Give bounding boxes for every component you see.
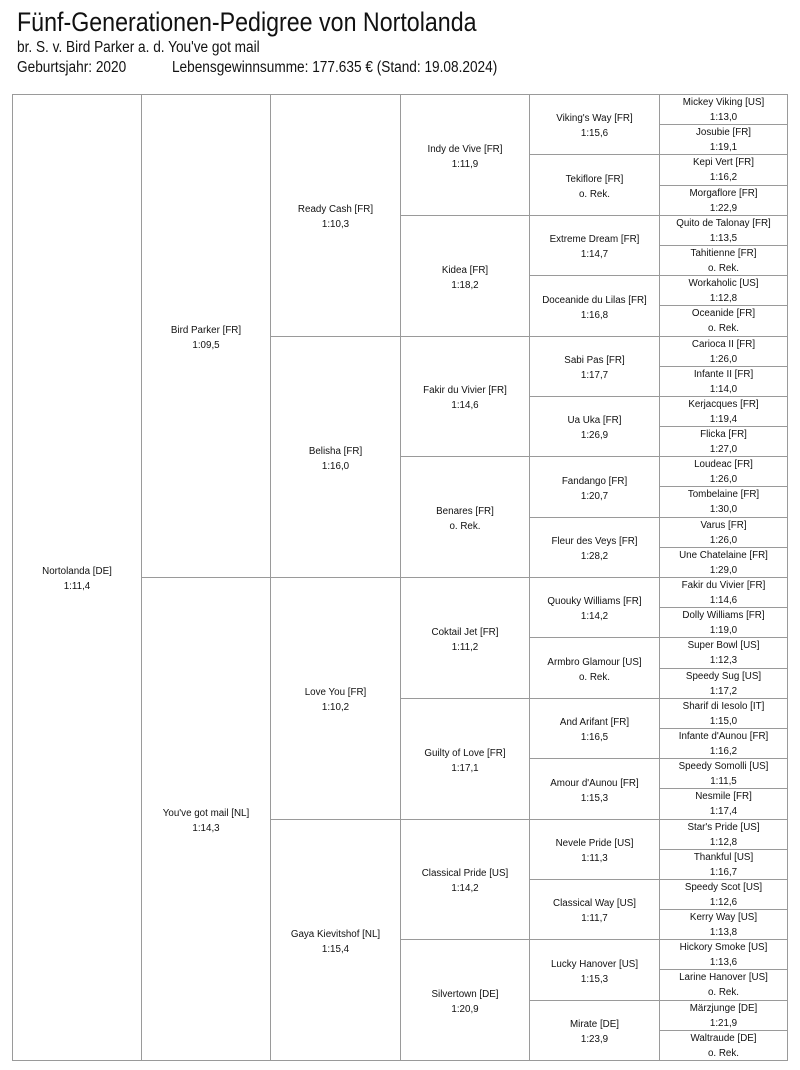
pedigree-cell-gen3 <box>270 819 401 1061</box>
horse-record-time: 1:15,6 <box>580 128 609 139</box>
horse-name: Varus [FR] <box>700 520 747 531</box>
horse-name: Lucky Hanover [US] <box>550 959 639 970</box>
pedigree-cell-gen5 <box>529 819 660 880</box>
horse-name: Ready Cash [FR] <box>297 204 374 215</box>
horse-record-time: 1:17,2 <box>709 686 738 697</box>
horse-name: Infante II [FR] <box>693 369 754 380</box>
horse-record-time: 1:28,2 <box>580 551 609 562</box>
pedigree-cell-gen6 <box>659 788 788 820</box>
pedigree-cell-gen5 <box>529 275 660 337</box>
horse-record-time: 1:11,9 <box>451 159 479 170</box>
horse-record-time: 1:10,2 <box>321 702 350 713</box>
pedigree-cell-gen4 <box>400 698 530 820</box>
pedigree-cell-gen6 <box>659 94 788 125</box>
horse-name: Bird Parker [FR] <box>170 325 242 336</box>
horse-record-time: 1:20,7 <box>580 491 609 502</box>
horse-stats <box>17 58 695 78</box>
horse-record-time: o. Rek. <box>707 987 740 998</box>
horse-record-time: 1:11,4 <box>63 581 91 592</box>
horse-name: Oceanide [FR] <box>691 308 756 319</box>
pedigree-cell-gen6 <box>659 275 788 306</box>
pedigree-cell-gen5 <box>529 577 660 638</box>
pedigree-cell-gen5 <box>529 215 660 276</box>
pedigree-cell-gen4 <box>400 336 530 457</box>
horse-record-time: 1:14,6 <box>451 400 479 411</box>
horse-name: Kepi Vert [FR] <box>693 157 754 168</box>
horse-name: Loudeac [FR] <box>694 459 753 470</box>
horse-name: Nevele Pride [US] <box>555 838 634 849</box>
horse-record-time: 1:14,7 <box>580 249 609 260</box>
pedigree-cell-gen6 <box>659 728 788 759</box>
pedigree-cell-gen4 <box>400 577 530 699</box>
horse-name: Benares [FR] <box>436 506 494 517</box>
horse-record-time: 1:29,0 <box>709 565 738 576</box>
horse-name: Coktail Jet [FR] <box>431 627 499 638</box>
birth-year: Geburtsjahr: 2020 <box>17 59 127 76</box>
pedigree-cell-gen4 <box>400 215 530 337</box>
horse-record-time: 1:30,0 <box>709 504 738 515</box>
horse-record-time: 1:21,9 <box>709 1018 738 1029</box>
horse-record-time: 1:14,0 <box>709 384 738 395</box>
pedigree-cell-gen2 <box>141 577 271 1061</box>
pedigree-cell-gen5 <box>529 879 660 940</box>
pedigree-cell-gen6 <box>659 124 788 155</box>
horse-name: Belisha [FR] <box>308 446 363 457</box>
pedigree-cell-gen6 <box>659 969 788 1001</box>
horse-record-time: 1:12,6 <box>709 897 738 908</box>
pedigree-cell-gen5 <box>529 939 660 1001</box>
pedigree-cell-gen5 <box>529 698 660 759</box>
pedigree-cell-gen5 <box>529 456 660 518</box>
horse-name: Kerry Way [US] <box>689 912 758 923</box>
horse-record-time: 1:13,0 <box>709 112 738 123</box>
pedigree-cell-gen6 <box>659 185 788 216</box>
horse-record-time: 1:16,0 <box>321 461 350 472</box>
horse-name: Speedy Scot [US] <box>684 882 763 893</box>
horse-record-time: 1:18,2 <box>451 280 479 291</box>
horse-name: Workaholic [US] <box>688 278 759 289</box>
horse-record-time: o. Rek. <box>578 672 611 683</box>
pedigree-cell-gen5 <box>529 1000 660 1061</box>
horse-record-time: 1:12,3 <box>709 655 738 666</box>
page-title: Fünf-Generationen-Pedigree von Nortolanda <box>17 7 477 37</box>
horse-record-time: 1:12,8 <box>709 293 738 304</box>
pedigree-cell-gen5 <box>529 396 660 457</box>
horse-record-time: 1:12,8 <box>709 837 738 848</box>
horse-name: Guilty of Love [FR] <box>424 748 506 759</box>
horse-name: Tombelaine [FR] <box>687 489 760 500</box>
pedigree-cell-gen6 <box>659 698 788 729</box>
pedigree-cell-gen6 <box>659 879 788 910</box>
horse-record-time: 1:20,9 <box>451 1004 479 1015</box>
horse-name: Gaya Kievitshof [NL] <box>290 929 381 940</box>
pedigree-cell-gen2 <box>141 94 271 578</box>
horse-name: Ua Uka [FR] <box>567 415 622 426</box>
pedigree-table <box>12 94 787 1060</box>
horse-name: Star's Pride [US] <box>687 822 760 833</box>
horse-record-time: 1:15,4 <box>321 944 350 955</box>
horse-name: Dolly Williams [FR] <box>682 610 765 621</box>
horse-record-time: o. Rek. <box>449 521 481 532</box>
horse-name: Fakir du Vivier [FR] <box>681 580 766 591</box>
horse-name: Silvertown [DE] <box>431 989 499 1000</box>
pedigree-cell-gen5 <box>529 637 660 699</box>
pedigree-cell-gen6 <box>659 758 788 789</box>
pedigree-cell-gen6 <box>659 909 788 940</box>
horse-name: Tekiflore [FR] <box>565 174 624 185</box>
pedigree-cell-gen6 <box>659 939 788 970</box>
horse-name: And Arifant [FR] <box>559 717 630 728</box>
lifetime-earnings: Lebensgewinnsumme: 177.635 € (Stand: 19.08.2024) <box>171 59 498 76</box>
page-subtitle: br. S. v. Bird Parker a. d. You've got mail <box>17 39 260 56</box>
horse-name: Mirate [DE] <box>570 1019 619 1030</box>
pedigree-cell-gen6 <box>659 1030 788 1061</box>
horse-name: Nesmile [FR] <box>695 791 752 802</box>
horse-record-time: 1:11,5 <box>710 776 737 787</box>
horse-record-time: 1:13,8 <box>709 927 738 938</box>
horse-record-time: 1:16,8 <box>580 310 609 321</box>
horse-name: Infante d'Aunou [FR] <box>678 731 769 742</box>
horse-record-time: 1:16,7 <box>709 867 738 878</box>
pedigree-cell-gen6 <box>659 456 788 487</box>
pedigree-cell-gen6 <box>659 426 788 457</box>
horse-name: You've got mail [NL] <box>162 808 250 819</box>
horse-record-time: 1:14,6 <box>709 595 738 606</box>
horse-record-time: 1:14,2 <box>451 883 479 894</box>
horse-record-time: 1:19,1 <box>709 142 738 153</box>
horse-record-time: o. Rek. <box>707 263 740 274</box>
pedigree-cell-gen6 <box>659 547 788 578</box>
pedigree-cell-gen4 <box>400 94 530 216</box>
horse-record-time: 1:26,9 <box>580 430 609 441</box>
horse-record-time: 1:15,0 <box>709 716 738 727</box>
horse-record-time: 1:10,3 <box>321 219 350 230</box>
horse-record-time: 1:23,9 <box>580 1034 609 1045</box>
pedigree-cell-gen5 <box>529 154 660 216</box>
horse-record-time: o. Rek. <box>707 1048 740 1059</box>
pedigree-cell-gen6 <box>659 607 788 638</box>
pedigree-cell-gen6 <box>659 819 788 850</box>
horse-name: Quito de Talonay [FR] <box>676 218 771 229</box>
pedigree-cell-gen6 <box>659 637 788 669</box>
horse-name: Sabi Pas [FR] <box>564 355 625 366</box>
pedigree-cell-gen6 <box>659 305 788 337</box>
horse-record-time: 1:15,3 <box>580 793 609 804</box>
horse-name: Fleur des Veys [FR] <box>551 536 638 547</box>
pedigree-cell-gen6 <box>659 577 788 608</box>
horse-record-time: o. Rek. <box>707 323 740 334</box>
pedigree-cell-gen4 <box>400 456 530 578</box>
horse-record-time: 1:14,3 <box>192 823 220 834</box>
pedigree-cell-gen5 <box>529 758 660 820</box>
horse-name: Doceanide du Lilas [FR] <box>542 295 647 306</box>
pedigree-cell-gen3 <box>270 94 401 337</box>
horse-name: Kerjacques [FR] <box>688 399 759 410</box>
horse-name: Flicka [FR] <box>700 429 747 440</box>
horse-name: Josubie [FR] <box>696 127 751 138</box>
horse-name: Une Chatelaine [FR] <box>679 550 768 561</box>
horse-name: Quouky Williams [FR] <box>547 596 642 607</box>
pedigree-cell-gen6 <box>659 517 788 548</box>
horse-name: Nortolanda [DE] <box>42 566 112 577</box>
horse-name: Fakir du Vivier [FR] <box>423 385 507 396</box>
horse-record-time: 1:27,0 <box>709 444 738 455</box>
horse-record-time: 1:11,2 <box>451 642 479 653</box>
horse-name: Extreme Dream [FR] <box>549 234 640 245</box>
horse-record-time: 1:17,4 <box>709 806 738 817</box>
pedigree-cell-gen6 <box>659 849 788 880</box>
horse-name: Märzjunge [DE] <box>689 1003 758 1014</box>
horse-record-time: o. Rek. <box>578 189 611 200</box>
horse-name: Classical Way [US] <box>553 898 636 909</box>
horse-record-time: 1:17,1 <box>451 763 479 774</box>
horse-name: Speedy Sug [US] <box>685 671 762 682</box>
horse-name: Speedy Somolli [US] <box>678 761 769 772</box>
horse-record-time: 1:16,5 <box>580 732 609 743</box>
pedigree-cell-gen6 <box>659 215 788 246</box>
pedigree-cell-gen6 <box>659 486 788 518</box>
horse-record-time: 1:11,3 <box>581 853 608 864</box>
horse-name: Thankful [US] <box>693 852 754 863</box>
horse-name: Sharif di Iesolo [IT] <box>682 701 765 712</box>
pedigree-cell-gen5 <box>529 517 660 578</box>
horse-name: Carioca II [FR] <box>691 339 756 350</box>
horse-record-time: 1:09,5 <box>192 340 220 351</box>
pedigree-cell-gen3 <box>270 577 401 820</box>
horse-name: Super Bowl [US] <box>687 640 760 651</box>
pedigree-cell-gen6 <box>659 245 788 276</box>
pedigree-cell-gen4 <box>400 819 530 940</box>
horse-record-time: 1:26,0 <box>709 474 738 485</box>
horse-name: Fandango [FR] <box>561 476 628 487</box>
horse-record-time: 1:13,5 <box>709 233 738 244</box>
pedigree-cell-gen6 <box>659 366 788 397</box>
horse-record-time: 1:15,3 <box>580 974 609 985</box>
horse-name: Tahitienne [FR] <box>690 248 757 259</box>
horse-record-time: 1:26,0 <box>709 354 738 365</box>
horse-record-time: 1:22,9 <box>709 203 738 214</box>
horse-name: Armbro Glamour [US] <box>547 657 642 668</box>
horse-name: Morgaflore [FR] <box>689 188 758 199</box>
pedigree-cell-gen4 <box>400 939 530 1061</box>
horse-name: Viking's Way [FR] <box>556 113 633 124</box>
pedigree-cell-gen6 <box>659 668 788 699</box>
page-header <box>17 6 787 78</box>
pedigree-cell-gen5 <box>529 94 660 155</box>
pedigree-cell-gen6 <box>659 396 788 427</box>
pedigree-cell-gen6 <box>659 154 788 186</box>
horse-name: Hickory Smoke [US] <box>679 942 768 953</box>
horse-record-time: 1:17,7 <box>580 370 609 381</box>
horse-record-time: 1:16,2 <box>709 172 738 183</box>
horse-name: Classical Pride [US] <box>421 868 509 879</box>
pedigree-cell-gen6 <box>659 1000 788 1031</box>
horse-record-time: 1:19,0 <box>709 625 738 636</box>
pedigree-cell-gen5 <box>529 336 660 397</box>
horse-name: Larine Hanover [US] <box>679 972 768 983</box>
horse-record-time: 1:16,2 <box>709 746 738 757</box>
horse-record-time: 1:13,6 <box>709 957 738 968</box>
horse-record-time: 1:14,2 <box>580 611 609 622</box>
horse-record-time: 1:11,7 <box>581 913 608 924</box>
horse-name: Waltraude [DE] <box>690 1033 757 1044</box>
horse-name: Kidea [FR] <box>441 265 489 276</box>
horse-name: Mickey Viking [US] <box>682 97 765 108</box>
horse-name: Amour d'Aunou [FR] <box>550 778 639 789</box>
horse-name: Indy de Vive [FR] <box>427 144 503 155</box>
pedigree-cell-gen6 <box>659 336 788 367</box>
horse-record-time: 1:19,4 <box>709 414 738 425</box>
horse-name: Love You [FR] <box>304 687 367 698</box>
pedigree-cell-gen1 <box>12 94 142 1061</box>
pedigree-cell-gen3 <box>270 336 401 578</box>
horse-record-time: 1:26,0 <box>709 535 738 546</box>
